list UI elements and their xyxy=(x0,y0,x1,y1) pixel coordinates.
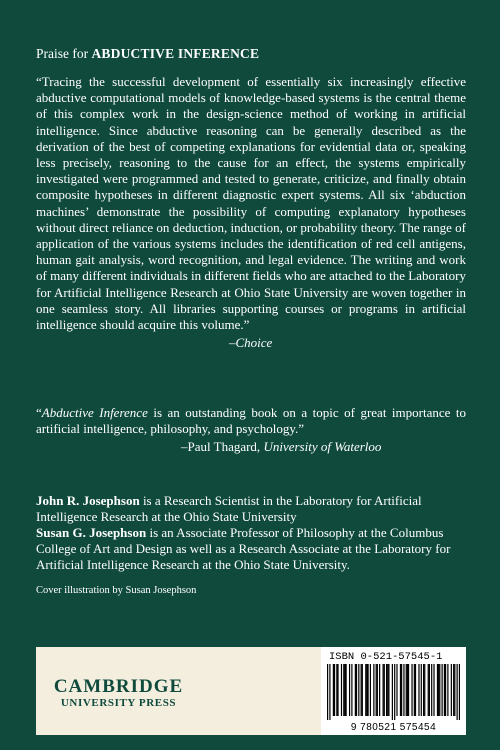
barcode-bar xyxy=(453,664,454,716)
barcode-bar xyxy=(429,664,430,716)
publisher-name: CAMBRIDGE xyxy=(53,676,184,697)
barcode-block xyxy=(321,647,466,735)
barcode-bar xyxy=(424,664,425,716)
reviewer-name: –Paul Thagard, xyxy=(181,438,264,454)
cover-credit: Cover illustration by Susan Josephson xyxy=(36,584,197,596)
author-name: Susan G. Josephson xyxy=(36,525,147,541)
barcode-bar xyxy=(447,664,448,716)
barcode-bar xyxy=(406,664,407,716)
barcode-bar xyxy=(367,664,368,716)
barcode-bar xyxy=(437,664,438,716)
review-quote-thagard-text: is an outstanding book on a topic of great importance to artificial intelligence, philosophy, and psychology.” xyxy=(36,405,466,437)
barcode-bar xyxy=(376,664,377,716)
author-bio xyxy=(36,525,466,574)
barcode-bar xyxy=(370,664,371,716)
publisher-panel xyxy=(36,647,466,735)
author-name: John R. Josephson xyxy=(36,492,140,508)
barcode-bar xyxy=(457,664,458,720)
barcode-bar xyxy=(337,664,338,716)
barcode-bar xyxy=(361,664,362,716)
barcode-bar xyxy=(394,664,395,720)
barcode-bar xyxy=(349,664,350,716)
barcode-bar xyxy=(329,664,330,720)
barcode-bar xyxy=(388,664,389,716)
barcode-bar xyxy=(418,664,419,716)
barcode-bar xyxy=(431,664,432,716)
barcode-bar xyxy=(334,664,335,716)
barcode-bar xyxy=(379,664,380,716)
barcode-bar xyxy=(336,664,337,716)
barcode-bar xyxy=(454,664,455,716)
barcode-bar xyxy=(421,664,422,716)
barcode-bar xyxy=(387,664,388,716)
barcode-bar xyxy=(351,664,352,716)
author-bio-paragraph xyxy=(36,493,466,525)
barcode-bar xyxy=(439,664,440,716)
barcode-bar xyxy=(407,664,408,716)
barcode-bar xyxy=(343,664,344,716)
barcode-bar xyxy=(400,664,401,716)
review-attribution-choice: –Choice xyxy=(229,335,273,351)
barcode-bar xyxy=(445,664,446,716)
publisher-subtitle: UNIVERSITY PRESS xyxy=(60,697,177,709)
author-bios xyxy=(36,493,466,574)
barcode-bar xyxy=(433,664,434,716)
barcode-bar xyxy=(396,664,397,716)
back-cover-text xyxy=(36,46,466,596)
barcode-icon xyxy=(327,664,460,720)
barcode-bar xyxy=(444,664,445,716)
barcode-bar xyxy=(386,664,387,716)
barcode-bar xyxy=(408,664,409,716)
barcode-bar xyxy=(365,664,366,716)
barcode-bar xyxy=(377,664,378,716)
barcode-bar xyxy=(451,664,452,716)
praise-heading xyxy=(36,46,466,62)
barcode-bar xyxy=(415,664,416,716)
barcode-bar xyxy=(341,664,342,716)
quoted-book-title: Abductive Inference xyxy=(41,405,148,421)
barcode-bar xyxy=(403,664,404,716)
barcode-bar xyxy=(362,664,363,716)
author-bio xyxy=(36,493,466,525)
book-title: ABDUCTIVE INFERENCE xyxy=(91,46,260,61)
publisher-logo xyxy=(36,677,201,710)
barcode-bar xyxy=(344,664,345,716)
quote-open-mark: “ xyxy=(36,405,42,421)
review-quote-thagard xyxy=(36,405,466,437)
isbn-label: ISBN 0-521-57545-1 xyxy=(329,651,443,663)
author-bio-paragraph xyxy=(36,525,466,574)
barcode-bar xyxy=(423,664,424,716)
review-attribution-thagard xyxy=(36,439,466,455)
reviewer-affiliation: University of Waterloo xyxy=(263,438,382,454)
barcode-bar xyxy=(384,664,385,716)
praise-prefix: Praise for xyxy=(36,46,89,61)
barcode-bar xyxy=(346,664,347,716)
barcode-bar xyxy=(358,664,359,716)
barcode-bar xyxy=(333,664,334,716)
barcode-bar xyxy=(355,664,356,716)
barcode-bar xyxy=(438,664,439,716)
barcode-bar xyxy=(392,664,393,720)
author-description: is a Research Scientist in the Laboratory for Artificial Intelligence Research at the Ohio State University xyxy=(36,492,422,524)
barcode-bar xyxy=(428,664,429,716)
author-description: is an Associate Professor of Philosophy at the Columbus College of Art and Design as well as a Research Associate at the Laboratory for Artificial Intelligence Research at the Ohio State University. xyxy=(36,525,451,573)
barcode-bar xyxy=(366,664,367,716)
barcode-bar xyxy=(327,664,328,720)
barcode-bar xyxy=(459,664,460,720)
barcode-bar xyxy=(414,664,415,716)
barcode-bar xyxy=(401,664,402,716)
barcode-number: 9 780521 575454 xyxy=(350,722,437,733)
review-quote-choice: “Tracing the successful development of essentially six increasingly effective abductive computational models of knowledge-based systems is the central theme of this complex work in the design-science method of working in artificial intelligence. Since abductive reasoning can be generally described as the derivation of the best of competing explanations for evidential data or, speaking less precisely, reasoning to the cause for an effect, the systems empirically investigated were programmed and tested to generate, criticize, and finally obtain composite hypotheses in different diagnostic expert systems. All six ‘abduction machines’ demonstrate the possibility of computing explanatory hypotheses without direct reliance on deduction, induction, or probability theory. The range of application of the various systems includes the identification of red cell antigens, human gait analysis, word recognition, and legal evidence. The writing and work of many different individuals in different fields who are attached to the Laboratory for Artificial Intelligence Research at Ohio State University are woven together in one seamless story. All libraries supporting courses or programs in artificial intelligence should acquire this volume.” xyxy=(36,74,466,333)
barcode-bar xyxy=(442,664,443,716)
barcode-bar xyxy=(383,664,384,716)
barcode-bar xyxy=(356,664,357,716)
barcode-bar xyxy=(411,664,412,716)
barcode-bar xyxy=(373,664,374,716)
